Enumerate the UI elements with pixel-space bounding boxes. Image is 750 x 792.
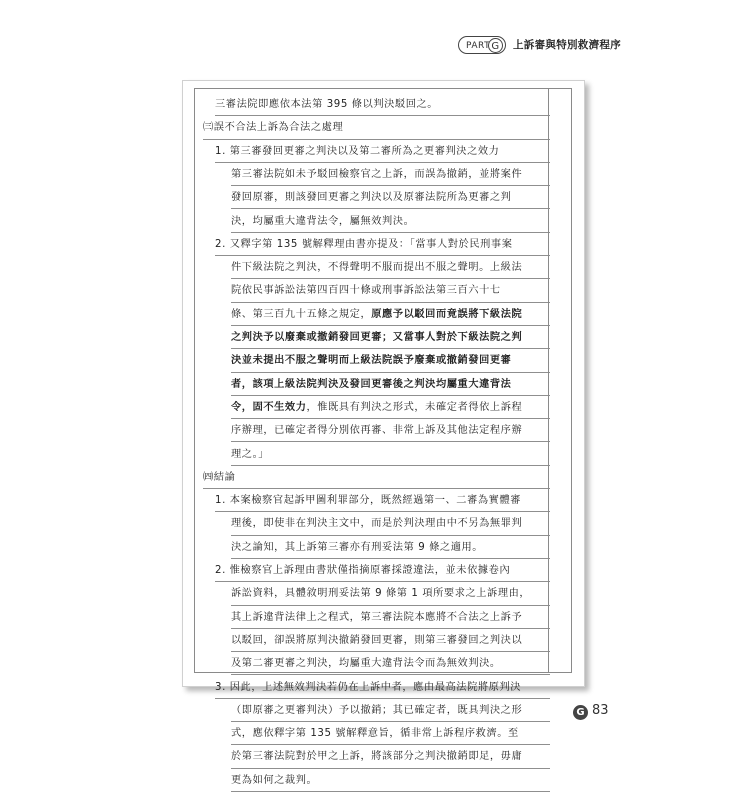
text-line (231, 326, 550, 349)
text-line (231, 396, 550, 419)
text-line (231, 582, 550, 605)
text-line (231, 373, 550, 396)
bold-text-segment: 原應予以駁回而竟誤將下級法院 (371, 308, 523, 320)
text-line (231, 443, 550, 466)
margin-rule (548, 88, 549, 673)
part-g-badge: G (573, 705, 588, 720)
text-segment: 2. 惟檢察官上訴理由書狀僅指摘原審採證違法，並未依據卷內 (215, 565, 511, 576)
text-line (215, 676, 550, 699)
text-segment: 件下級法院之判決，不得聲明不服而提出不服之聲明。上級法 (231, 262, 523, 274)
text-segment: ㈣結論 (203, 471, 236, 483)
text-segment: 院依民事訴訟法第四百四十條或刑事訴訟法第三百六十七 (231, 285, 501, 297)
text-segment: （即原審之更審判決）予以撤銷；其已確定者，既具判決之形 (231, 704, 523, 716)
text-line (203, 116, 550, 139)
text-line (231, 769, 550, 792)
text-segment: 於第三審法院對於甲之上訴，將該部分之判決撤銷即足，毋庸 (231, 751, 523, 763)
part-badge (458, 36, 506, 54)
text-line (215, 233, 550, 256)
text-segment: 以駁回，卻誤將原判決撤銷發回更審，則第三審發回之判決以 (231, 634, 523, 646)
text-line (231, 699, 550, 722)
text-segment: 更為如何之裁判。 (231, 774, 318, 786)
text-lines (195, 89, 571, 786)
text-segment: 2. 又釋字第 135 號解釋理由書亦提及：「當事人對於民刑事案 (215, 238, 513, 250)
text-segment: 條、第三百九十五條之規定， (231, 308, 372, 320)
part-letter-circle: G (488, 38, 503, 53)
text-line (231, 419, 550, 442)
text-segment: 式，應依釋字第 135 號解釋意旨，循非常上訴程序救濟。至 (231, 728, 519, 740)
text-segment: ，惟既具有判決之形式，未確定者得依上訴程 (306, 401, 523, 413)
bold-text-segment: 者，該項上級法院判決及發回更審後之判決均屬重大違背法 (231, 378, 512, 390)
text-segment: ㈢誤不合法上訴為合法之處理 (203, 122, 344, 134)
text-segment: 決之論知，其上訴第三審亦有刑妥法第 9 條之適用。 (231, 541, 484, 553)
text-line (215, 559, 550, 582)
text-line (215, 93, 550, 116)
text-line (215, 140, 550, 163)
text-segment: 理之。」 (231, 448, 270, 460)
bold-text-segment: 令，固不生效力 (231, 401, 307, 413)
content-card (182, 80, 585, 786)
text-line (231, 349, 550, 372)
chapter-title: 上訴審與特別救濟程序 (513, 39, 621, 51)
part-label: PART (466, 41, 491, 51)
text-line (231, 722, 550, 745)
text-segment: 決，均屬重大違背法令，屬無效判決。 (231, 215, 415, 227)
text-line (231, 652, 550, 675)
text-segment: 及第二審更審之判決，均屬重大違背法令而為無效判決。 (231, 658, 501, 670)
text-segment: 理後，即使非在判決主文中，而是於判決理由中不另為無罪判 (231, 518, 523, 530)
text-line (231, 512, 550, 535)
text-line (231, 606, 550, 629)
text-segment: 1. 第三審發回更審之判決以及第二審所為之更審判決之效力 (215, 145, 500, 157)
text-line (231, 303, 550, 326)
running-header (458, 36, 748, 58)
text-segment: 發回原審，則該發回更審之判決以及原審法院所為更審之判 (231, 192, 512, 204)
bold-text-segment: 之判決予以廢棄或撤銷發回更審；又當事人對於下級法院之判 (231, 332, 523, 343)
bordered-text-box (194, 88, 572, 786)
text-segment: 3. 因此，上述無效判決若仍在上訴中者，應由最高法院將原判決 (215, 681, 522, 693)
text-line (231, 186, 550, 209)
text-line (231, 745, 550, 768)
text-line (231, 629, 550, 652)
text-line (203, 466, 550, 489)
text-line (231, 256, 550, 279)
page-number: 83 (592, 703, 609, 718)
text-segment: 序辦理，已確定者得分別依再審、非常上訴及其他法定程序辦 (231, 425, 523, 437)
text-line (231, 279, 550, 302)
text-line (231, 536, 550, 559)
text-line (231, 210, 550, 233)
text-line (231, 163, 550, 186)
text-segment: 其上訴違背法律上之程式，第三審法院本應將不合法之上訴予 (231, 611, 523, 623)
text-segment: 訴訟資料，具體敘明刑妥法第 9 條第 1 項所要求之上訴理由， (231, 588, 531, 600)
text-line (215, 489, 550, 512)
bold-text-segment: 決並未提出不服之聲明而上級法院誤予廢棄或撤銷發回更審 (231, 355, 512, 367)
text-segment: 三審法院即應依本法第 395 條以判決駁回之。 (215, 99, 439, 110)
text-segment: 第三審法院如未予駁回檢察官之上訴，而誤為撤銷，並將案件 (231, 168, 523, 180)
text-segment: 1. 本案檢察官起訴甲圖利罪部分，既然經過第一、二審為實體審 (215, 495, 522, 507)
